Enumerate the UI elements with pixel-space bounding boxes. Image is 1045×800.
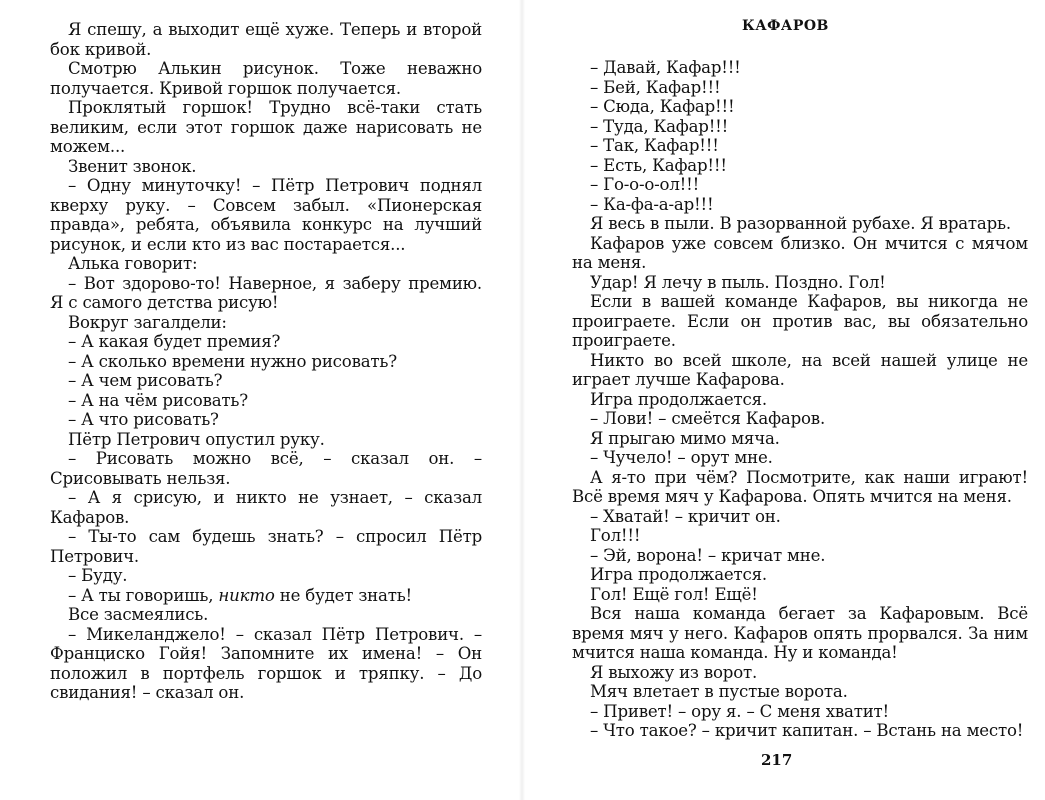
- paragraph: – Ка-фа-а-ар!!!: [590, 194, 714, 214]
- paragraph: – А чем рисовать?: [68, 371, 223, 390]
- paragraph: – Туда, Кафар!!!: [590, 116, 729, 136]
- paragraph: Кафаров уже совсем близко. Он мчится с мячом на меня.: [572, 233, 1028, 272]
- paragraph: Проклятый горшок! Трудно всё-таки стать великим, если этот горшок даже нарисовать не можем...: [50, 98, 482, 156]
- emphasis-before: – А ты говоришь,: [68, 585, 219, 605]
- left-page-text: [50, 20, 482, 703]
- paragraph: Вокруг загалдели:: [68, 312, 227, 332]
- paragraph: Все засмеялись.: [68, 605, 209, 624]
- paragraph: – Одну минуточку! – Пётр Петрович поднял кверху руку. – Совсем забыл. «Пионерская правда», ребята, объявила конкурс на лучший рисунок, и если кто из вас постарается...: [50, 176, 482, 254]
- paragraph: – Микеланджело! – сказал Пётр Петрович. – Франциско Гойя! Запомните их имена! – Он положил в портфель горшок и тряпку. – До свидания! – сказал он.: [50, 624, 482, 702]
- paragraph: – Го-о-о-ол!!!: [590, 175, 700, 194]
- paragraph: – А сколько времени нужно рисовать?: [68, 351, 397, 371]
- paragraph: Пётр Петрович опустил руку.: [68, 429, 325, 449]
- paragraph: – Эй, ворона! – кричат мне.: [590, 545, 826, 565]
- right-page-text: [572, 58, 1028, 741]
- paragraph: – Бей, Кафар!!!: [590, 77, 721, 97]
- paragraph: Звенит звонок.: [68, 156, 197, 176]
- paragraph: – Что такое? – кричит капитан. – Встань на место!: [590, 721, 1024, 740]
- paragraph: Вся наша команда бегает за Кафаровым. Всё время мяч у него. Кафаров опять прорвался. За ним мчится наша команда. Ну и команда!: [572, 604, 1028, 662]
- paragraph: Мяч влетает в пустые ворота.: [590, 682, 848, 701]
- paragraph: – Сюда, Кафар!!!: [590, 97, 735, 116]
- paragraph: – Чучело! – орут мне.: [590, 448, 773, 467]
- paragraph: Если в вашей команде Кафаров, вы никогда не проиграете. Если он против вас, вы обязательно проиграете.: [572, 292, 1028, 350]
- paragraph: – А я срисую, и никто не узнает, – сказал Кафаров.: [50, 488, 482, 527]
- paragraph: Гол!!!: [590, 526, 641, 545]
- paragraph: – Лови! – смеётся Кафаров.: [590, 409, 826, 428]
- paragraph: Я спешу, а выходит ещё хуже. Теперь и второй бок кривой.: [50, 20, 482, 59]
- paragraph: Удар! Я лечу в пыль. Поздно. Гол!: [590, 272, 886, 292]
- paragraph: Смотрю Алькин рисунок. Тоже неважно получается. Кривой горшок получается.: [50, 59, 482, 98]
- paragraph: Я прыгаю мимо мяча.: [590, 428, 780, 448]
- right-page: [522, 0, 1045, 800]
- paragraph: – Давай, Кафар!!!: [590, 58, 741, 77]
- emphasis-word: никто: [218, 585, 275, 605]
- paragraph: Алька говорит:: [68, 254, 198, 273]
- paragraph: – Вот здорово-то! Наверное, я заберу премию. Я с самого детства рисую!: [50, 273, 482, 312]
- paragraph: – Есть, Кафар!!!: [590, 155, 727, 175]
- paragraph: Я выхожу из ворот.: [590, 662, 758, 682]
- paragraph: – Хватай! – кричит он.: [590, 506, 781, 526]
- paragraph: – Привет! – ору я. – С меня хватит!: [590, 701, 890, 721]
- paragraph: Игра продолжается.: [590, 565, 767, 584]
- paragraph: – Буду.: [68, 566, 128, 585]
- running-title: КАФАРОВ: [742, 18, 829, 34]
- page-number: 217: [761, 751, 793, 769]
- paragraph-with-emphasis: [50, 586, 482, 606]
- paragraph: Никто во всей школе, на всей нашей улице не играет лучше Кафарова.: [572, 350, 1028, 389]
- paragraph: – Так, Кафар!!!: [590, 136, 719, 155]
- paragraph: – А что рисовать?: [68, 410, 219, 429]
- paragraph: Гол! Ещё гол! Ещё!: [590, 584, 758, 604]
- paragraph: А я-то при чём? Посмотрите, как наши играют! Всё время мяч у Кафарова. Опять мчится на меня.: [572, 467, 1028, 506]
- paragraph: – А на чём рисовать?: [68, 390, 248, 410]
- paragraph: – А какая будет премия?: [68, 332, 281, 351]
- paragraph: Я весь в пыли. В разорванной рубахе. Я вратарь.: [590, 214, 1011, 233]
- emphasis-after: не будет знать!: [274, 585, 413, 605]
- paragraph: – Ты-то сам будешь знать? – спросил Пётр Петрович.: [50, 527, 482, 566]
- left-page: [0, 0, 522, 800]
- paragraph: Игра продолжается.: [590, 389, 767, 409]
- paragraph: – Рисовать можно всё, – сказал он. – Срисовывать нельзя.: [50, 449, 482, 488]
